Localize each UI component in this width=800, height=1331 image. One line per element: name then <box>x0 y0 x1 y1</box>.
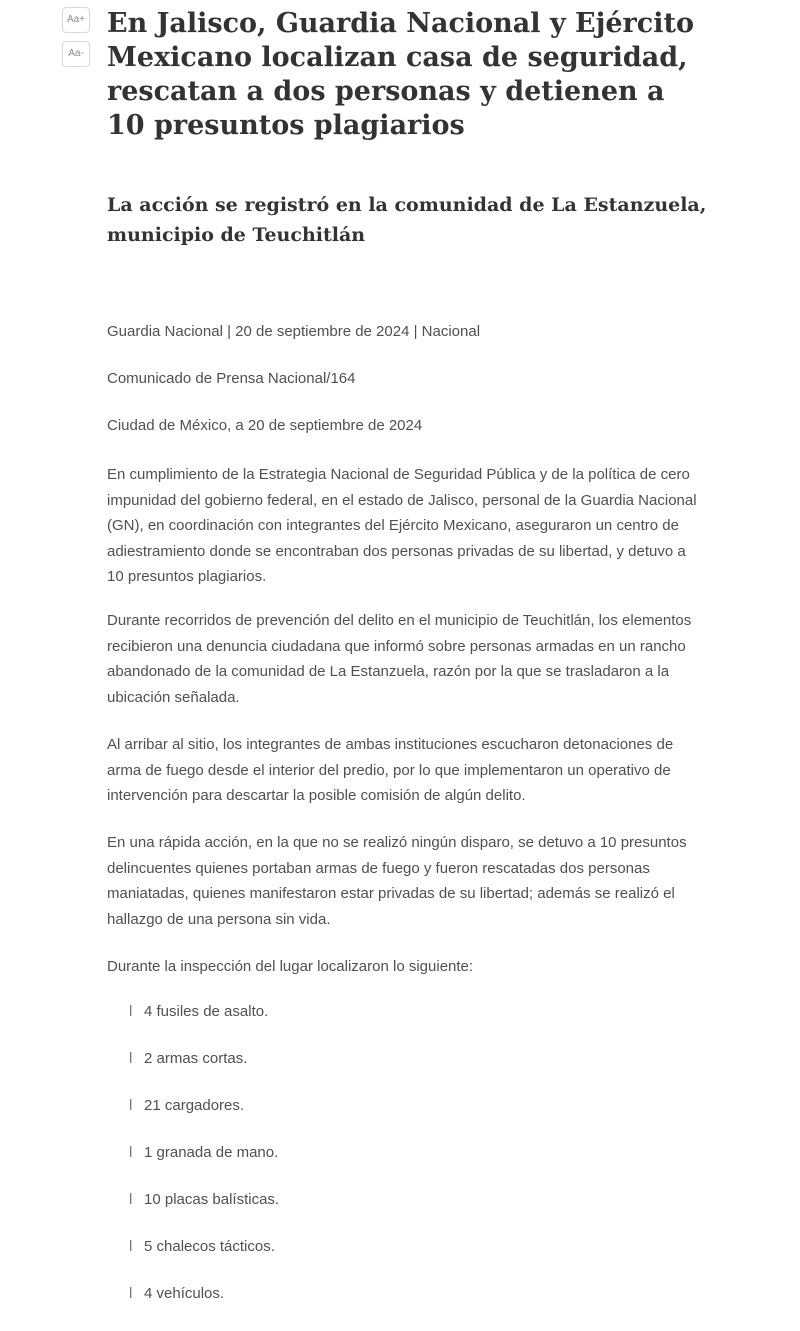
paragraph: En una rápida acción, en la que no se realizó ningún disparo, se detuvo a 10 presuntos delincuentes quienes portaban armas de fuego y fueron rescatadas dos personas maniatadas, quienes manifestaron estar privadas de su libertad; además se realizó el hallazgo de una persona sin vida. <box>107 834 687 928</box>
dateline: Ciudad de México, a 20 de septiembre de 2024 <box>107 417 423 434</box>
seized-items-list <box>129 1002 279 1331</box>
list-item <box>129 1049 279 1096</box>
paragraph: Al arribar al sitio, los integrantes de ambas instituciones escucharon detonaciones de arma de fuego desde el interior del predio, por lo que implementaron un operativo de intervención para descartar la posible comisión de algún delito. <box>107 736 674 804</box>
bullet-icon: l <box>129 1238 133 1255</box>
list-item-text: 2 armas cortas. <box>144 1050 248 1067</box>
list-item <box>129 1143 279 1190</box>
article-subtitle: La acción se registró en la comunidad de La Estanzuela, municipio de Teuchitlán <box>107 194 707 246</box>
list-item-text: 1 granada de mano. <box>144 1144 279 1161</box>
list-item-text: 5 chalecos tácticos. <box>144 1238 275 1255</box>
list-item-text: 21 cargadores. <box>144 1097 245 1114</box>
paragraph: En cumplimiento de la Estrategia Nacional de Seguridad Pública y de la política de cero impunidad del gobierno federal, en el estado de Jalisco, personal de la Guardia Nacional (GN), en coordinación con integrantes del Ejército Mexicano, aseguraron un centro de adiestramiento donde se encontraban dos personas privadas de su libertad, y detuvo a 10 presuntos plagiarios. <box>107 466 697 585</box>
decrease-font-button[interactable]: Aa- <box>62 41 90 67</box>
bullet-icon: l <box>129 1003 133 1020</box>
list-item <box>129 1002 279 1049</box>
list-item <box>129 1237 279 1284</box>
list-item-text: 10 placas balísticas. <box>144 1191 280 1208</box>
list-item <box>129 1096 279 1143</box>
article-title: En Jalisco, Guardia Nacional y Ejército Mexicano localizan casa de seguridad, rescatan a dos personas y detienen a 10 presuntos plagiarios <box>107 8 694 141</box>
bullet-icon: l <box>129 1285 133 1302</box>
bullet-icon: l <box>129 1144 133 1161</box>
press-release-number: Comunicado de Prensa Nacional/164 <box>107 370 356 387</box>
bullet-icon: l <box>129 1097 133 1114</box>
list-item <box>129 1284 279 1331</box>
increase-font-button[interactable]: Aa+ <box>62 7 90 33</box>
list-item-text: 4 fusiles de asalto. <box>144 1003 269 1020</box>
paragraph: Durante recorridos de prevención del delito en el municipio de Teuchitlán, los elementos recibieron una denuncia ciudadana que informó sobre personas armadas en un rancho abandonado de la comunidad de La Estanzuela, razón por la que se trasladaron a la ubicación señalada. <box>107 612 692 706</box>
paragraph: Durante la inspección del lugar localizaron lo siguiente: <box>107 958 474 975</box>
bullet-icon: l <box>129 1191 133 1208</box>
article-meta: Guardia Nacional | 20 de septiembre de 2024 | Nacional <box>107 323 481 340</box>
list-item-text: 4 vehículos. <box>144 1285 225 1302</box>
article <box>107 0 707 1302</box>
font-size-controls <box>62 7 90 75</box>
list-item <box>129 1190 279 1237</box>
bullet-icon: l <box>129 1050 133 1067</box>
